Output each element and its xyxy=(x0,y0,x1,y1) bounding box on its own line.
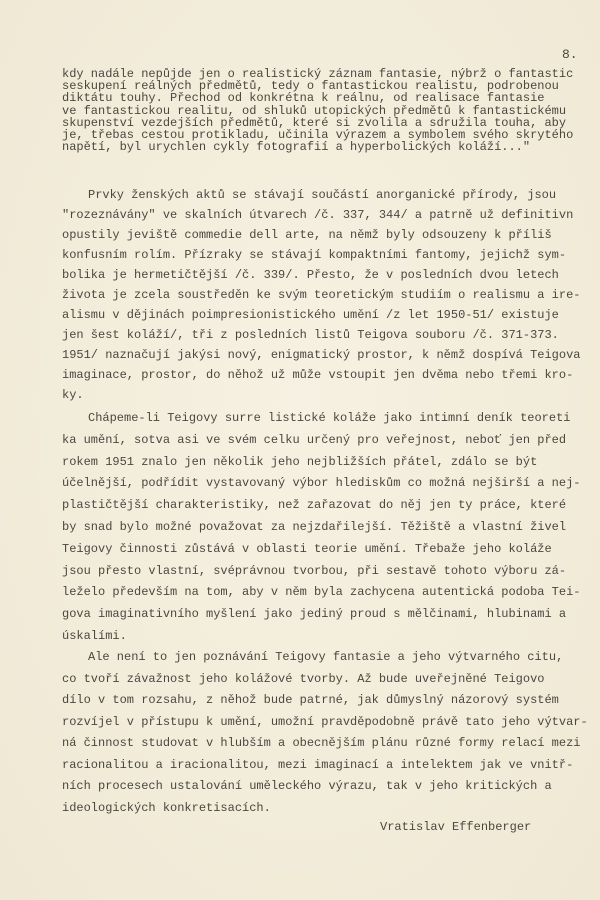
text-line: účelnější, podřídit vystavovaný výbor hlediskům co možná nejširší a nej- xyxy=(62,476,581,491)
text-line: dílo v tom rozsahu, z něhož bude patrné, jak důmyslný názorový systém xyxy=(62,693,559,707)
text-line: gova imaginativního myšlení jako jediný proud s mělčinami, hlubinami a xyxy=(62,607,567,622)
text-line: života je zcela soustředěn ke svým teoretickým studiím o realismu a ire- xyxy=(62,288,581,302)
text-line: rokem 1951 znalo jen několik jeho nejbližších přátel, zdálo se být xyxy=(62,454,538,469)
text-line: je, třebas cestou protikladu, učinila výrazem a symbolem svého skrytého xyxy=(62,128,574,143)
author-signature: Vratislav Effenberger xyxy=(380,820,532,834)
text-line: ideologických konkretisacích. xyxy=(62,800,271,815)
text-line: napětí, byl urychlen cykly fotografií a hyperbolických koláží..." xyxy=(62,140,531,155)
text-line: racionalitou a iracionalitou, mezi imaginací a intelektem jak ve vnitř- xyxy=(62,757,574,772)
text-line: plastičtější charakteristiky, než zařazovat do něj jen ty práce, které xyxy=(62,498,567,513)
text-line: diktátu touhy. Přechod od konkrétna k reálnu, od realisace fantasie xyxy=(62,91,545,106)
text-line: bolika je hermetičtější /č. 339/. Přesto, že v posledních dvou letech xyxy=(62,268,559,282)
text-line: opustily jeviště commedie dell arte, na němž byly odsouzeny k příliš xyxy=(62,228,552,242)
text-line: úskalími. xyxy=(62,628,127,643)
text-line: alismu v dějinách poimpresionistického umění /z let 1950-51/ existuje xyxy=(62,308,559,322)
text-line: Prvky ženských aktů se stávají součástí anorganické přírody, jsou xyxy=(88,188,557,202)
paragraph-1 xyxy=(62,68,573,153)
text-line: jsou přesto vlastní, svéprávnou tvorbou, při sestavě tohoto výboru zá- xyxy=(62,563,567,578)
text-line: rozvíjel v přístupu k umění, umožní pravděpodobně právě tato jeho výtvar- xyxy=(62,714,588,729)
text-line: skupenství vezdejších předmětů, které si zvolila a sdružila touha, aby xyxy=(62,115,567,130)
text-line: jen šest koláží/, tři z posledních listů Teigova souboru /č. 371-373. xyxy=(62,328,559,342)
text-line: Chápeme-li Teigovy surre listické koláže jako intimní deník teoreti xyxy=(88,411,571,425)
text-line: ních procesech ustalování uměleckého výrazu, tak v jeho kritických a xyxy=(62,779,552,793)
text-line: ky. xyxy=(62,388,84,402)
text-line: Ale není to jen poznávání Teigovy fantasie a jeho výtvarného citu, xyxy=(88,650,564,664)
text-line: kdy nadále nepůjde jen o realistický záznam fantasie, nýbrž o fantastic xyxy=(62,67,574,81)
text-line: imaginace, prostor, do něhož už může vstoupit jen dvěma nebo třemi kro- xyxy=(62,368,574,382)
text-line: by snad bylo možné považovat za nejzdařilejší. Těžiště a vlastní živel xyxy=(62,519,567,534)
text-line: co tvoří závažnost jeho kolážové tvorby. Až bude uveřejněné Teigovo xyxy=(62,671,545,686)
text-line: leželo především na tom, aby v něm byla zachycena autentická podoba Tei- xyxy=(62,585,581,600)
paragraph-4 xyxy=(62,647,588,819)
text-line: 1951/ naznačují jakýsi nový, enigmatický prostor, k němž dospívá Teigova xyxy=(62,348,581,362)
text-line: ka umění, sotva asi ve svém celku určený pro veřejnost, neboť jen před xyxy=(62,432,567,447)
text-line: konfusním rolím. Přízraky se stávají kompaktními fantomy, jejichž sym- xyxy=(62,248,567,262)
text-line: Teigovy činnosti zůstává v oblasti teorie umění. Třebaže jeho koláže xyxy=(62,541,552,556)
paragraph-3 xyxy=(62,408,580,648)
text-line: "rozeznávány" ve skalních útvarech /č. 337, 344/ a patrně už definitivn xyxy=(62,208,574,222)
text-line: ve fantastickou realitu, od shluků utopických předmětů k fantastickému xyxy=(62,103,567,118)
paragraph-2 xyxy=(62,185,580,405)
page-number: 8. xyxy=(562,47,578,62)
text-line: ná činnost studovat v hlubším a obecnějším plánu různé formy relací mezi xyxy=(62,736,581,750)
text-line: seskupení reálných předmětů, tedy o fantastickou realistu, podrobenou xyxy=(62,79,559,94)
